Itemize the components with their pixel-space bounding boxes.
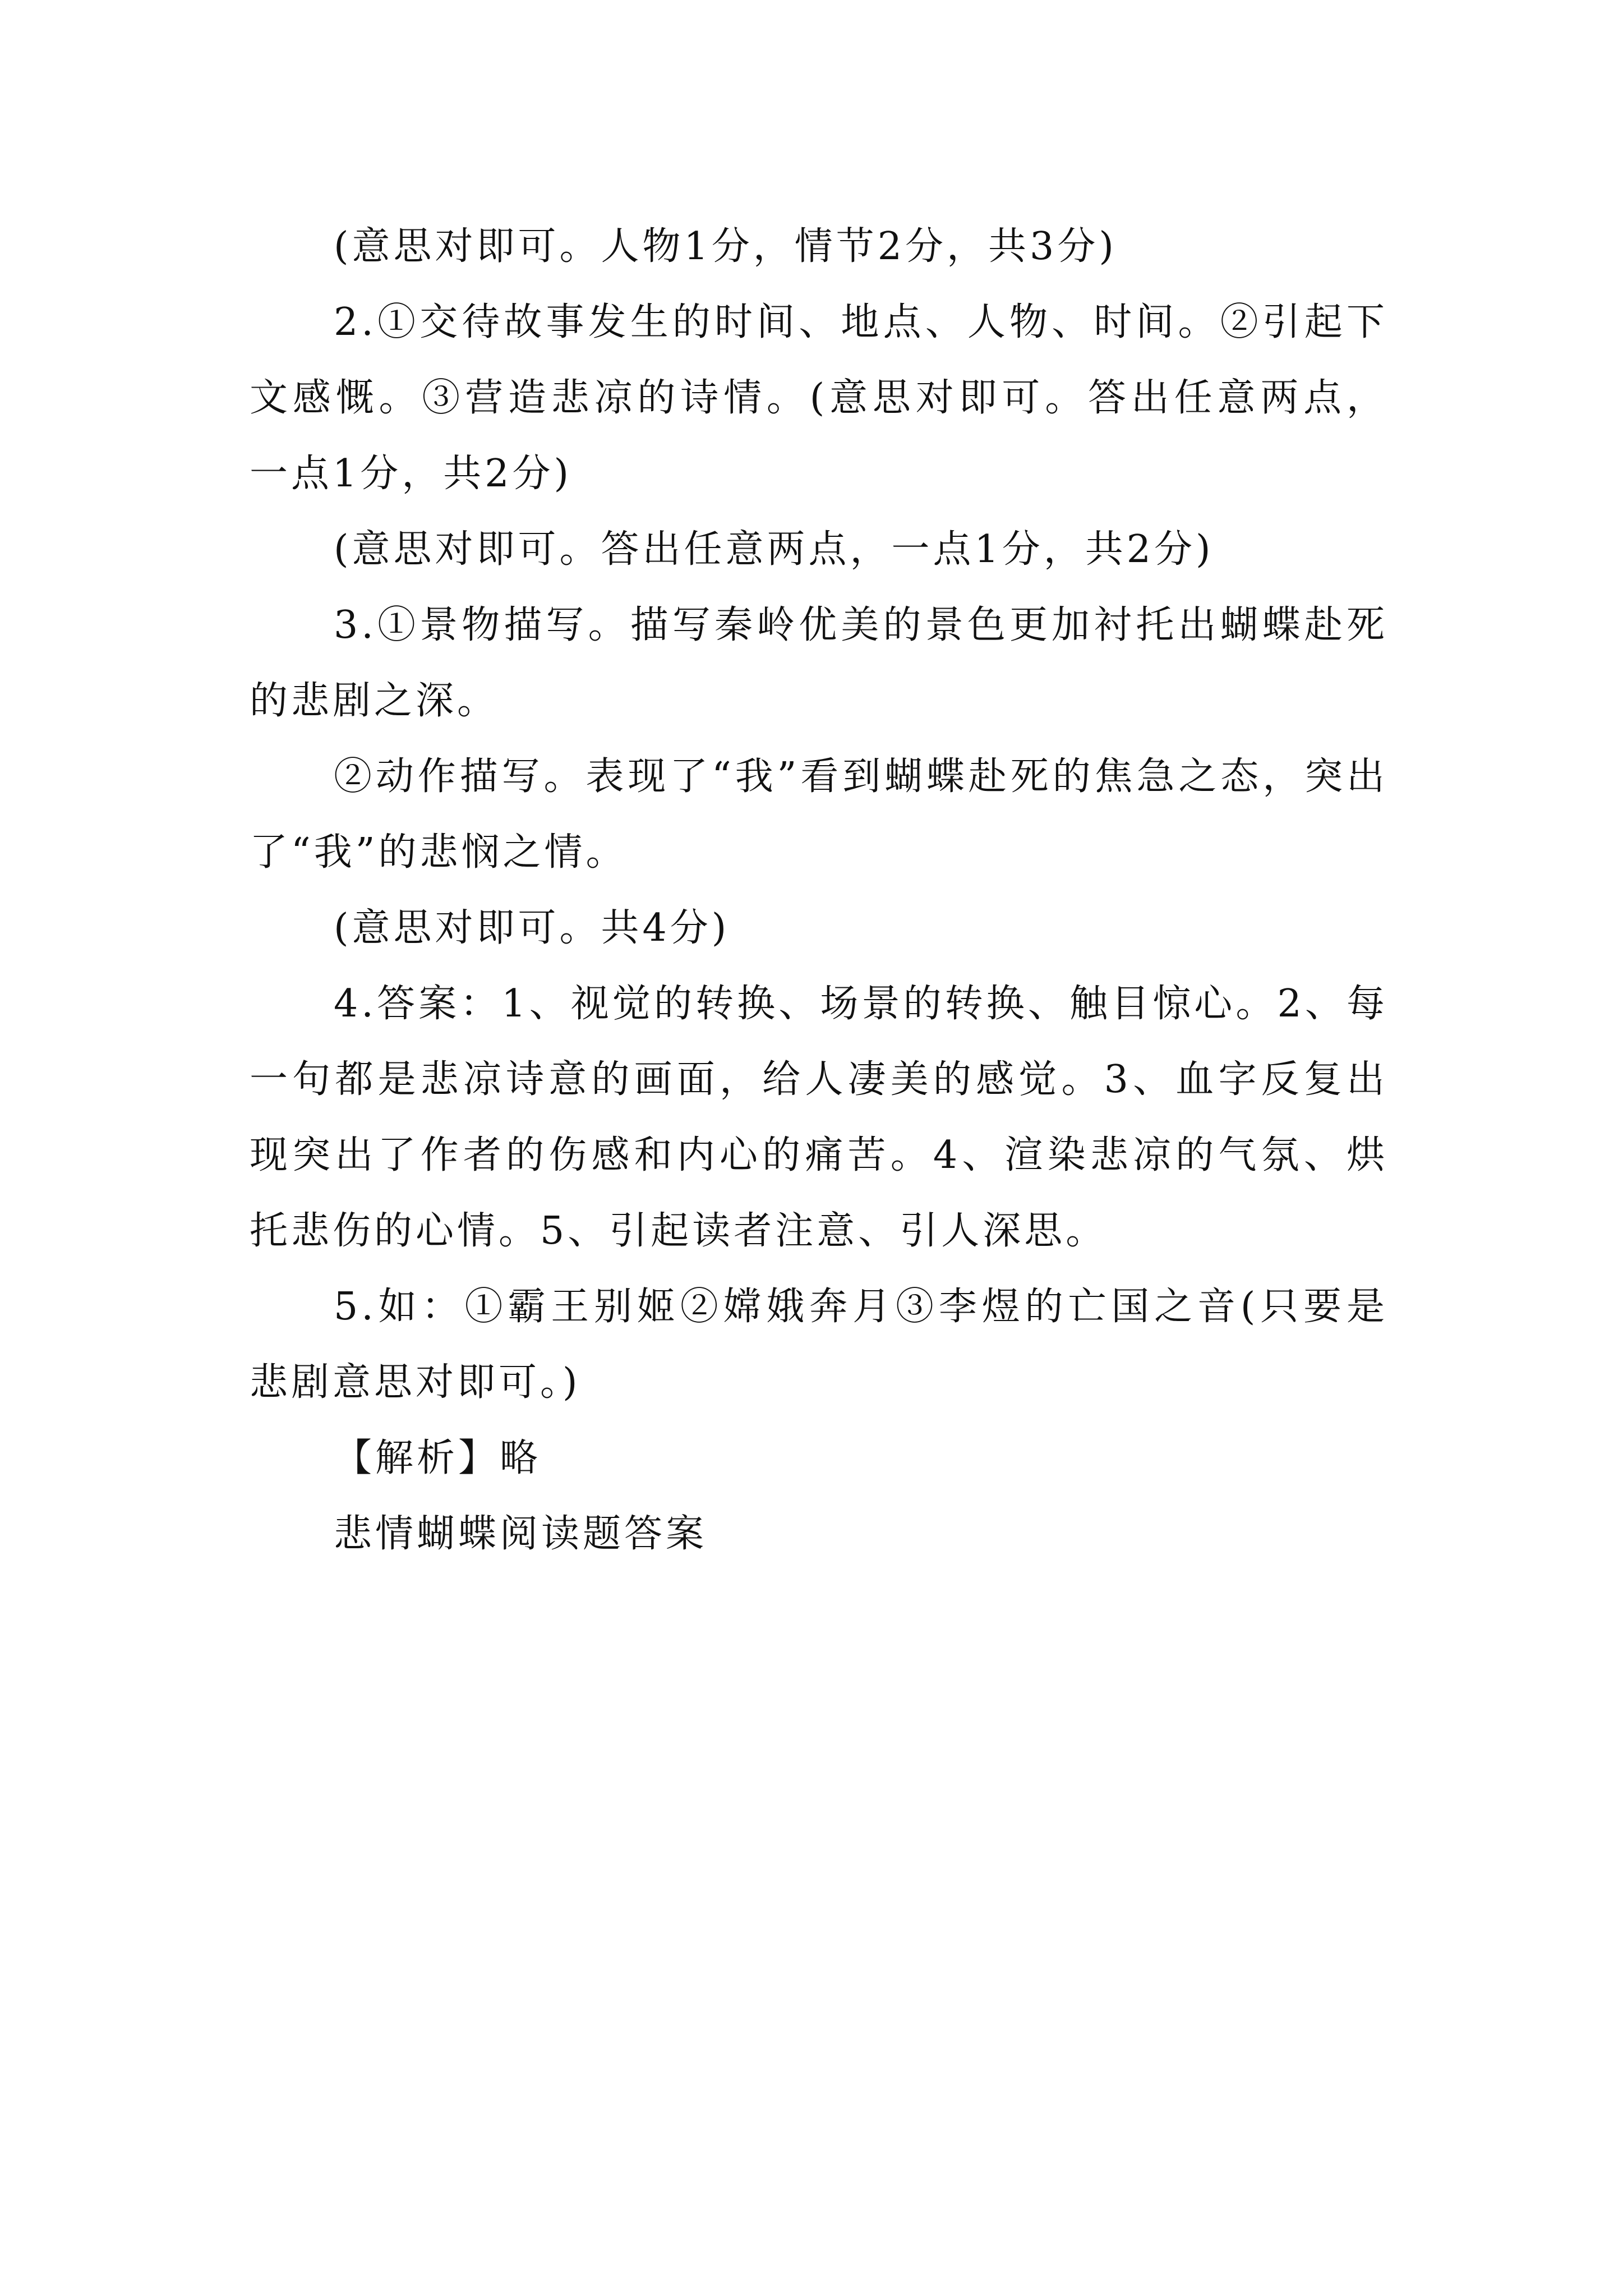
- document-footer-title: 悲情蝴蝶阅读题答案: [334, 1512, 708, 1556]
- answer-q4: 4.答案：1、视觉的转换、场景的转换、触目惊心。2、每一句都是悲凉诗意的画面，给人凄美的感觉。3、血字反复出现突出了作者的伤感和内心的痛苦。4、渲染悲凉的气氛、烘托悲伤的心情。5、引起读者注意、引人深思。: [250, 982, 1388, 1253]
- answer-note-q1: (意思对即可。人物1分，情节2分，共3分): [334, 224, 1117, 269]
- answer-q3-part2: ②动作描写。表现了“我”看到蝴蝶赴死的焦急之态，突出了“我”的悲悯之情。: [250, 754, 1388, 875]
- answer-note-q3: (意思对即可。共4分): [334, 906, 730, 950]
- answer-note-q2: (意思对即可。答出任意两点，一点1分，共2分): [334, 527, 1214, 572]
- answer-q2: 2.①交待故事发生的时间、地点、人物、时间。②引起下文感慨。③营造悲凉的诗情。(意思对即可。答出任意两点，一点1分，共2分): [250, 300, 1389, 496]
- answer-q5: 5.如：①霸王别姬②嫦娥奔月③李煜的亡国之音(只要是悲剧意思对即可。): [250, 1285, 1388, 1405]
- analysis-line: 【解析】略: [334, 1436, 542, 1480]
- answer-q3-part1: 3.①景物描写。描写秦岭优美的景色更加衬托出蝴蝶赴死的悲剧之深。: [250, 603, 1388, 723]
- document-body: [250, 209, 1388, 1572]
